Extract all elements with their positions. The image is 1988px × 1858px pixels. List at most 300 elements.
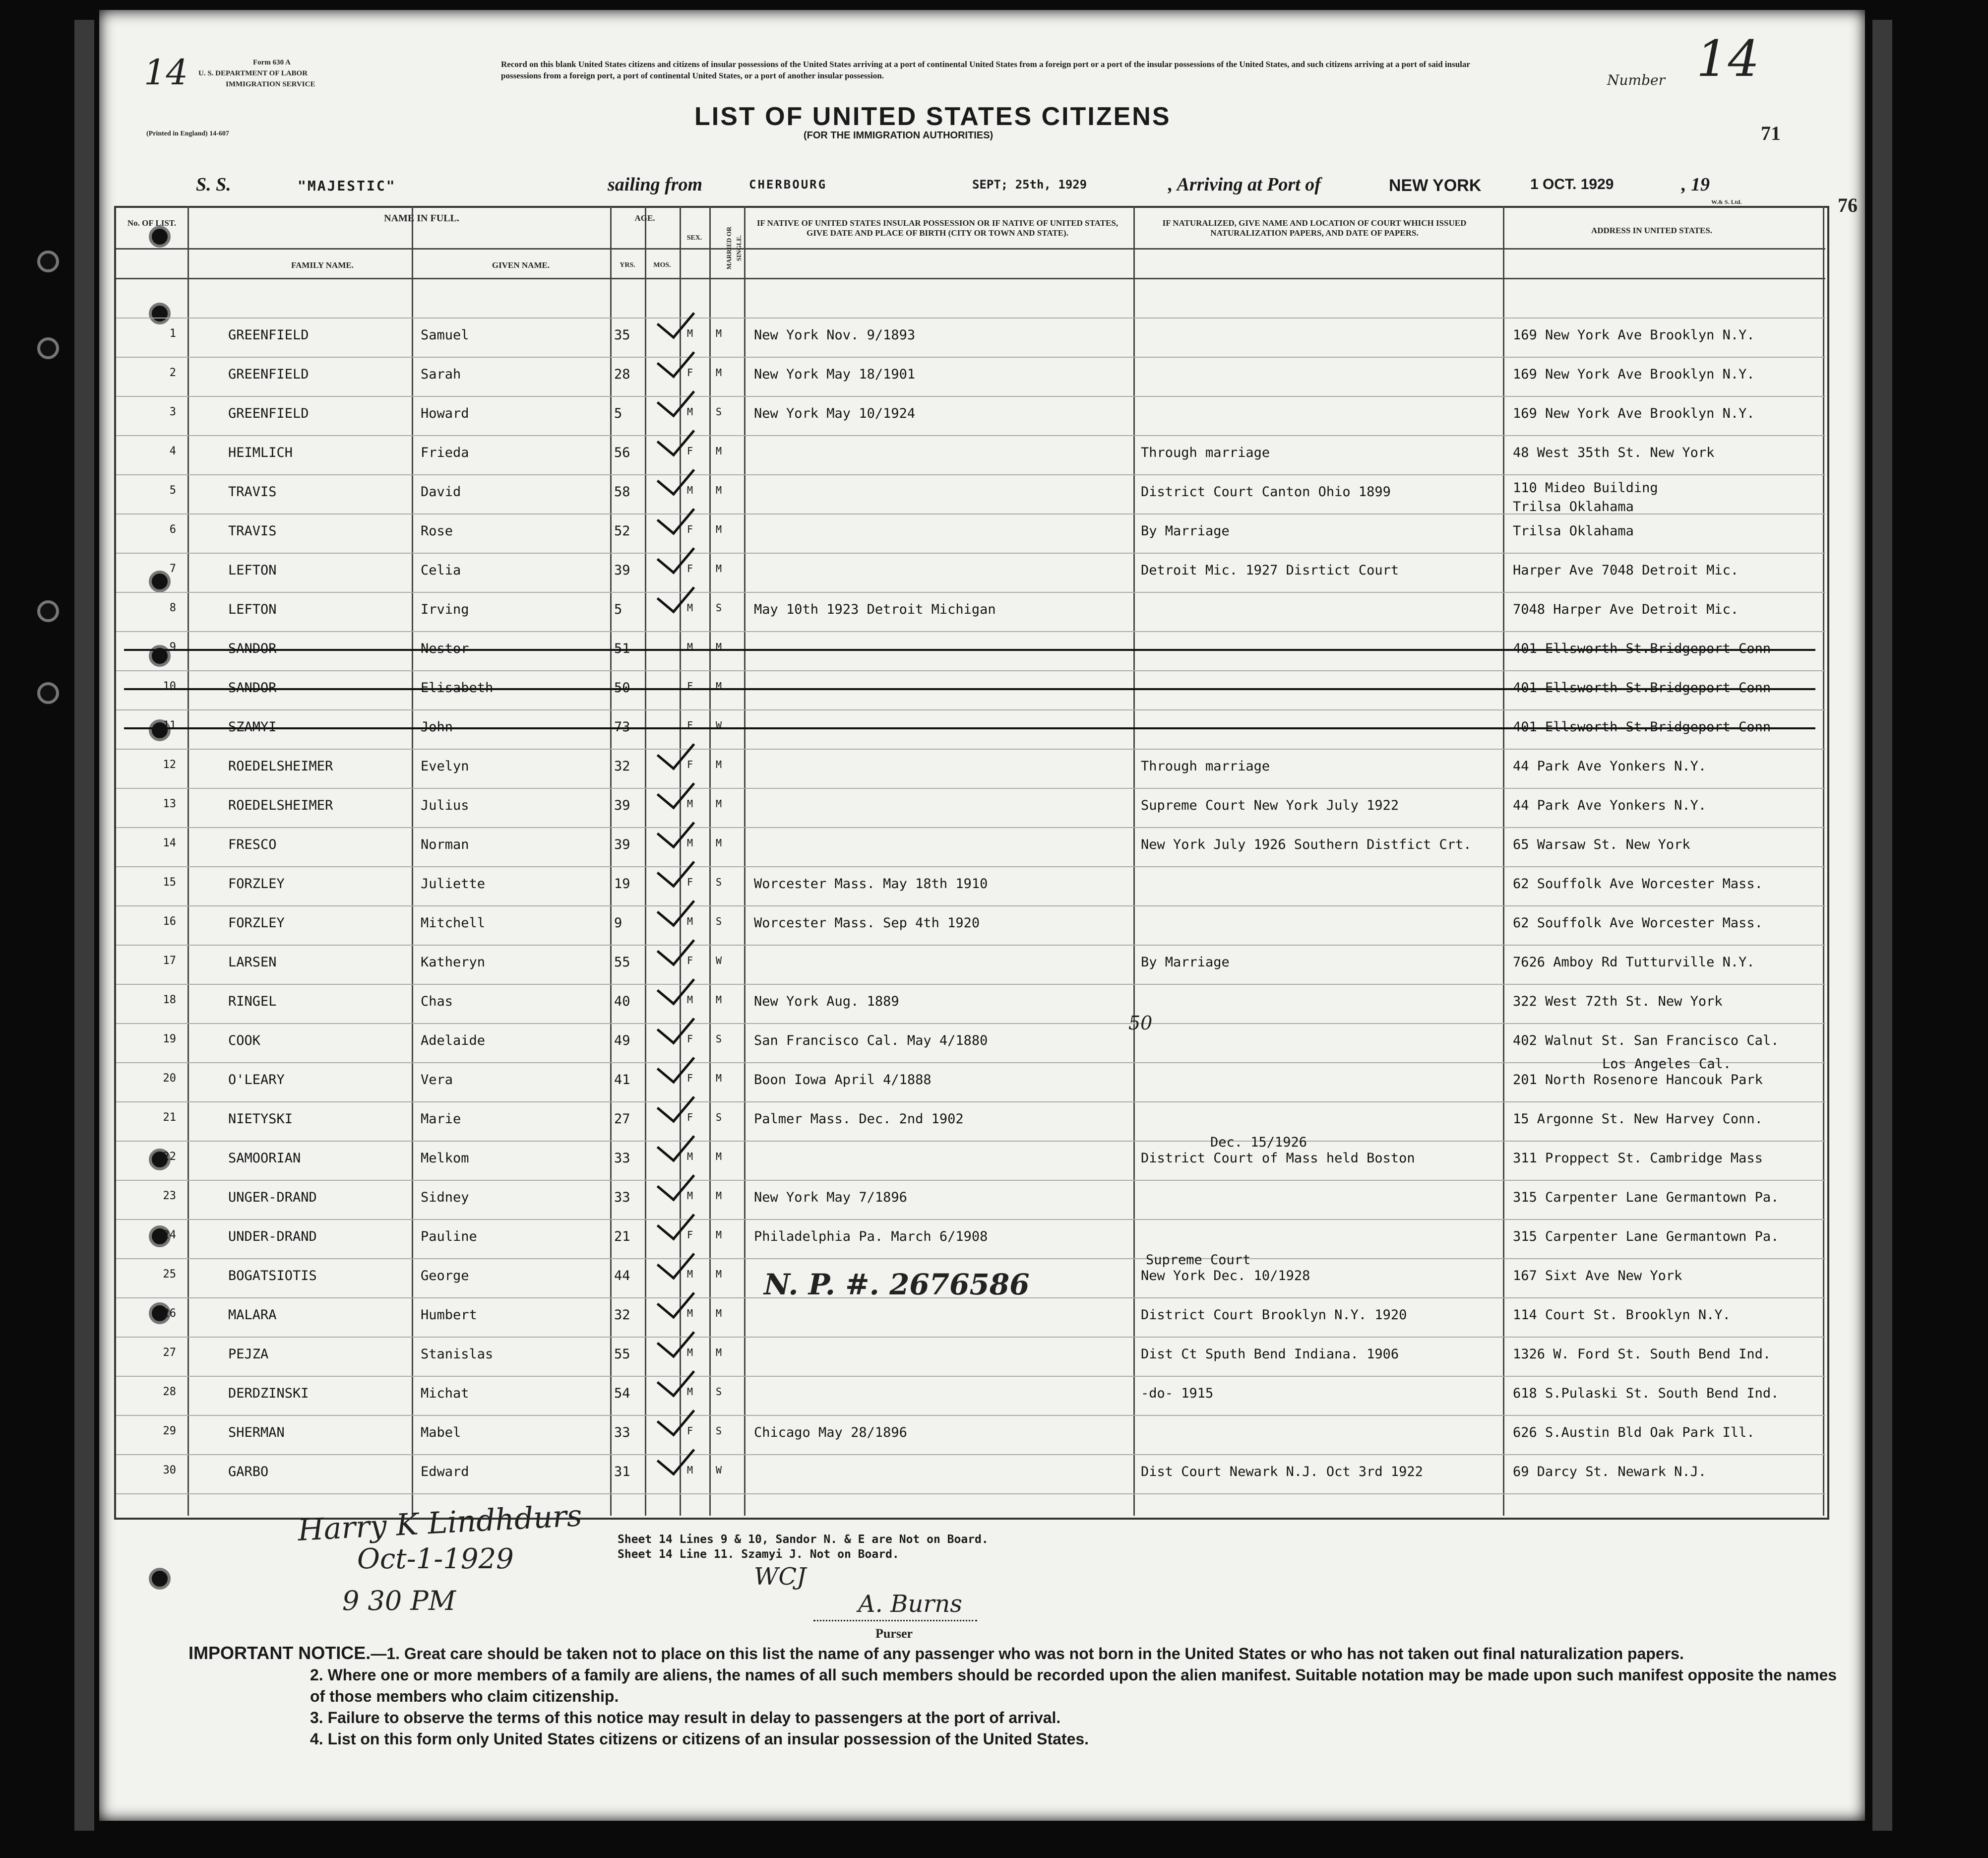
- address: 62 Souffolk Ave Worcester Mass.: [1513, 876, 1763, 892]
- printer-mark: W.& S. Ltd.: [1711, 198, 1742, 205]
- sex: F: [687, 876, 693, 888]
- family-name: GREENFIELD: [228, 367, 309, 382]
- family-name: LEFTON: [228, 563, 277, 578]
- address: 167 Sixt Ave New York: [1513, 1268, 1682, 1283]
- address: 110 Mideo Building: [1513, 480, 1658, 496]
- binder-edge: [74, 20, 94, 1831]
- punch-hole: [37, 682, 59, 704]
- footnote-line-2: Sheet 14 Line 11. Szamyi J. Not on Board.: [618, 1548, 899, 1561]
- age-years: 51: [614, 641, 630, 656]
- page-subtitle: (FOR THE IMMIGRATION AUTHORITIES): [804, 130, 994, 141]
- punch-hole: [37, 337, 59, 359]
- family-name: ROEDELSHEIMER: [228, 759, 333, 774]
- address: 402 Walnut St. San Francisco Cal.: [1513, 1033, 1779, 1048]
- row-rule: [116, 1023, 1825, 1024]
- age-years: 54: [614, 1386, 630, 1401]
- row-rule: [116, 1376, 1825, 1377]
- footnote-line-1: Sheet 14 Lines 9 & 10, Sandor N. & E are Not on Board.: [618, 1533, 989, 1546]
- sex: F: [687, 1229, 693, 1241]
- age-years: 39: [614, 563, 630, 578]
- birth-info: Chicago May 28/1896: [754, 1425, 907, 1440]
- punch-hole: [37, 251, 59, 272]
- age-years: 5: [614, 406, 622, 421]
- birth-info: New York May 10/1924: [754, 406, 916, 421]
- age-years: 39: [614, 798, 630, 813]
- address: 169 New York Ave Brooklyn N.Y.: [1513, 367, 1755, 382]
- row-rule: [116, 474, 1825, 475]
- given-name: Evelyn: [421, 759, 469, 774]
- family-name: UNDER-DRAND: [228, 1229, 317, 1244]
- address: 44 Park Ave Yonkers N.Y.: [1513, 759, 1707, 774]
- given-name: Melkom: [421, 1151, 469, 1166]
- sex: M: [687, 1464, 693, 1476]
- marital-status: S: [716, 602, 722, 614]
- column-rule: [1823, 206, 1824, 1516]
- address: 114 Court St. Brooklyn N.Y.: [1513, 1307, 1731, 1323]
- given-name: Rose: [421, 523, 453, 539]
- family-name: SHERMAN: [228, 1425, 285, 1440]
- number-label: Number: [1607, 72, 1665, 88]
- birth-info: Palmer Mass. Dec. 2nd 1902: [754, 1111, 964, 1127]
- row-rule: [116, 749, 1825, 750]
- row-number: 3: [169, 406, 176, 418]
- sex: M: [687, 837, 693, 849]
- row-number: 2: [169, 367, 176, 379]
- age-years: 9: [614, 915, 622, 931]
- marital-status: S: [716, 1033, 722, 1045]
- address: 169 New York Ave Brooklyn N.Y.: [1513, 406, 1755, 421]
- row-rule: [116, 1337, 1825, 1338]
- family-name: NIETYSKI: [228, 1111, 293, 1127]
- row-number: 19: [163, 1033, 176, 1045]
- address: 626 S.Austin Bld Oak Park Ill.: [1513, 1425, 1755, 1440]
- column-rule: [1503, 206, 1504, 1516]
- naturalization-info: New York Dec. 10/1928: [1141, 1268, 1310, 1283]
- column-rule: [744, 206, 746, 1516]
- sex: F: [687, 1111, 693, 1123]
- given-name: Pauline: [421, 1229, 477, 1244]
- row-number: 16: [163, 915, 176, 928]
- naturalization-info: Dist Ct Sputh Bend Indiana. 1906: [1141, 1346, 1399, 1362]
- sex: F: [687, 1425, 693, 1437]
- given-name: John: [421, 719, 453, 735]
- row-number: 4: [169, 445, 176, 457]
- birth-info: Philadelphia Pa. March 6/1908: [754, 1229, 988, 1244]
- column-rule: [610, 206, 612, 1516]
- sailing-label: sailing from: [608, 174, 703, 195]
- binder-edge: [1872, 20, 1892, 1831]
- row-rule: [116, 1180, 1825, 1181]
- row-rule: [116, 1258, 1825, 1259]
- sex: F: [687, 680, 693, 692]
- address: 69 Darcy St. Newark N.J.: [1513, 1464, 1707, 1479]
- sex: F: [687, 563, 693, 575]
- notice-item-2: 2. Where one or more members of a family are aliens, the names of all such members should be recorded upon the alien manifest. Suitable notation may be made upon such manifest opposite the names of those members who claim citizenship.: [310, 1666, 1837, 1705]
- row-rule: [116, 670, 1825, 671]
- margin-number: 76: [1838, 194, 1858, 216]
- family-name: TRAVIS: [228, 523, 277, 539]
- naturalization-info: Supreme Court New York July 1922: [1141, 798, 1399, 813]
- address: 62 Souffolk Ave Worcester Mass.: [1513, 915, 1763, 931]
- naturalization-info: By Marriage: [1141, 955, 1230, 970]
- given-name: Celia: [421, 563, 461, 578]
- header-rule: [116, 248, 1825, 250]
- list-number: 14: [1696, 30, 1760, 88]
- birth-info: New York May 18/1901: [754, 367, 916, 382]
- marital-status: M: [716, 641, 722, 653]
- age-years: 49: [614, 1033, 630, 1048]
- stamp-71: 71: [1761, 122, 1781, 144]
- marital-status: M: [716, 367, 722, 379]
- punch-hole: [149, 1568, 171, 1590]
- family-name: SZAMYI: [228, 719, 277, 735]
- col-mos: MOS.: [653, 261, 671, 269]
- naturalization-info: District Court Brooklyn N.Y. 1920: [1141, 1307, 1407, 1323]
- given-name: Samuel: [421, 327, 469, 343]
- address: 201 North Rosenore Hancouk Park: [1513, 1072, 1763, 1088]
- row-rule: [116, 1415, 1825, 1416]
- sex: F: [687, 1072, 693, 1084]
- col-sex: SEX.: [686, 234, 702, 242]
- row-number: 7: [169, 563, 176, 575]
- marital-status: M: [716, 445, 722, 457]
- row-number: 8: [169, 602, 176, 614]
- marital-status: S: [716, 1425, 722, 1437]
- given-name: David: [421, 484, 461, 500]
- column-rule: [709, 206, 711, 1516]
- address: 618 S.Pulaski St. South Bend Ind.: [1513, 1386, 1779, 1401]
- given-name: Julius: [421, 798, 469, 813]
- sex: M: [687, 406, 693, 418]
- row-number: 17: [163, 955, 176, 967]
- page-title: LIST OF UNITED STATES CITIZENS: [694, 102, 1171, 131]
- ss-label: S. S.: [196, 174, 231, 195]
- row-rule: [116, 396, 1825, 397]
- port-from: CHERBOURG: [749, 178, 827, 192]
- age-years: 40: [614, 994, 630, 1009]
- age-years: 50: [614, 680, 630, 696]
- address: 7048 Harper Ave Detroit Mic.: [1513, 602, 1739, 617]
- col-age: AGE.: [634, 213, 655, 223]
- marital-status: M: [716, 563, 722, 575]
- sex: M: [687, 1268, 693, 1280]
- arrival-stamp: 1 OCT. 1929: [1530, 176, 1614, 192]
- row-rule: [116, 1493, 1825, 1494]
- address: 401 Ellsworth St.Bridgeport Conn: [1513, 641, 1771, 656]
- marital-status: S: [716, 1111, 722, 1123]
- address: 44 Park Ave Yonkers N.Y.: [1513, 798, 1707, 813]
- record-notice: Record on this blank United States citizens and citizens of insular possessions of the United States arriving at a port of continental United States from a foreign port or a port of the insular possessions of the United States, and such citizens arriving at a port of said insular possessions from a foreign port, a port of continental United States, or a port of another insular possession.: [501, 60, 1470, 80]
- marital-status: M: [716, 1268, 722, 1280]
- family-name: O'LEARY: [228, 1072, 285, 1088]
- marital-status: M: [716, 798, 722, 810]
- marital-status: S: [716, 406, 722, 418]
- given-name: Irving: [421, 602, 469, 617]
- age-years: 21: [614, 1229, 630, 1244]
- sex: F: [687, 719, 693, 731]
- family-name: BOGATSIOTIS: [228, 1268, 317, 1283]
- strike-through-line: [124, 649, 1815, 651]
- row-number: 11: [163, 719, 176, 732]
- birth-info: New York Aug. 1889: [754, 994, 899, 1009]
- naturalization-note: Dec. 15/1926: [1210, 1135, 1307, 1150]
- birth-info: Worcester Mass. May 18th 1910: [754, 876, 988, 892]
- col-given: GIVEN NAME.: [492, 260, 550, 270]
- age-years: 58: [614, 484, 630, 500]
- sex: M: [687, 915, 693, 927]
- sex: M: [687, 1386, 693, 1398]
- address: 65 Warsaw St. New York: [1513, 837, 1690, 852]
- sex: M: [687, 798, 693, 810]
- sex: F: [687, 955, 693, 966]
- given-name: Michat: [421, 1386, 469, 1401]
- given-name: George: [421, 1268, 469, 1283]
- row-number: 28: [163, 1386, 176, 1398]
- marital-status: M: [716, 1190, 722, 1202]
- given-name: Sidney: [421, 1190, 469, 1205]
- naturalization-info: District Court Canton Ohio 1899: [1141, 484, 1391, 500]
- family-name: HEIMLICH: [228, 445, 293, 460]
- punch-hole: [37, 600, 59, 622]
- sex: F: [687, 367, 693, 379]
- naturalization-info: By Marriage: [1141, 523, 1230, 539]
- family-name: RINGEL: [228, 994, 277, 1009]
- row-number: 21: [163, 1111, 176, 1124]
- sex: F: [687, 1033, 693, 1045]
- family-name: ROEDELSHEIMER: [228, 798, 333, 813]
- col-yrs: YRS.: [620, 261, 635, 269]
- age-years: 73: [614, 719, 630, 735]
- row-rule: [116, 357, 1825, 358]
- marital-status: M: [716, 1151, 722, 1162]
- address: Trilsa Oklahama: [1513, 523, 1634, 539]
- age-years: 44: [614, 1268, 630, 1283]
- family-name: GARBO: [228, 1464, 269, 1479]
- given-name: Vera: [421, 1072, 453, 1088]
- row-rule: [116, 1454, 1825, 1455]
- row-rule: [116, 1219, 1825, 1220]
- marital-status: M: [716, 1346, 722, 1358]
- row-rule: [116, 631, 1825, 632]
- given-name: Nestor: [421, 641, 469, 656]
- marital-status: S: [716, 915, 722, 927]
- birth-info: New York May 7/1896: [754, 1190, 907, 1205]
- naturalization-info: District Court of Mass held Boston: [1141, 1151, 1415, 1166]
- family-name: COOK: [228, 1033, 261, 1048]
- family-name: TRAVIS: [228, 484, 277, 500]
- initials: WCJ: [754, 1563, 807, 1591]
- notice-item-3: 3. Failure to observe the terms of this notice may result in delay to passengers at the port of arrival.: [310, 1709, 1061, 1727]
- row-rule: [116, 1062, 1825, 1063]
- birth-info: San Francisco Cal. May 4/1880: [754, 1033, 988, 1048]
- strike-through-line: [124, 727, 1815, 729]
- col-married: MARRIED OR SINGLE.: [725, 226, 743, 270]
- row-number: 12: [163, 759, 176, 771]
- important-notice: [188, 1642, 1845, 1750]
- sex: M: [687, 1307, 693, 1319]
- given-name: Marie: [421, 1111, 461, 1127]
- row-rule: [116, 1101, 1825, 1102]
- marital-status: M: [716, 327, 722, 339]
- col-name: NAME IN FULL.: [384, 213, 459, 224]
- naturalization-info: Through marriage: [1141, 445, 1270, 460]
- col-address: ADDRESS IN UNITED STATES.: [1591, 226, 1713, 235]
- marital-status: M: [716, 1307, 722, 1319]
- column-rule: [187, 206, 189, 1516]
- age-years: 55: [614, 955, 630, 970]
- form-number: Form 630 A: [253, 59, 291, 66]
- row-rule: [116, 1141, 1825, 1142]
- family-name: LARSEN: [228, 955, 277, 970]
- address: 315 Carpenter Lane Germantown Pa.: [1513, 1229, 1779, 1244]
- row-number: 25: [163, 1268, 176, 1281]
- service: IMMIGRATION SERVICE: [226, 80, 315, 88]
- given-name: Chas: [421, 994, 453, 1009]
- row-rule: [116, 827, 1825, 828]
- row-number: 24: [163, 1229, 176, 1241]
- address: Harper Ave 7048 Detroit Mic.: [1513, 563, 1739, 578]
- col-native: IF NATIVE OF UNITED STATES INSULAR POSSESSION OR IF NATIVE OF UNITED STATES, GIVE DATE AND PLACE OF BIRTH (CITY OR TOWN AND STATE).: [756, 218, 1118, 238]
- given-name: Sarah: [421, 367, 461, 382]
- row-number: 5: [169, 484, 176, 497]
- family-name: SANDOR: [228, 680, 277, 696]
- naturalization-info: Through marriage: [1141, 759, 1270, 774]
- age-years: 41: [614, 1072, 630, 1088]
- row-number: 13: [163, 798, 176, 810]
- given-name: Adelaide: [421, 1033, 486, 1048]
- signed-date: Oct-1-1929: [357, 1543, 514, 1575]
- age-years: 33: [614, 1190, 630, 1205]
- sex: M: [687, 484, 693, 496]
- marital-status: M: [716, 523, 722, 535]
- family-name: SANDOR: [228, 641, 277, 656]
- age-years: 39: [614, 837, 630, 852]
- family-name: FRESCO: [228, 837, 277, 852]
- age-years: 31: [614, 1464, 630, 1479]
- header-rule: [116, 278, 1825, 279]
- address: 401 Ellsworth St.Bridgeport Conn: [1513, 680, 1771, 696]
- row-number: 9: [169, 641, 176, 653]
- marital-status: M: [716, 1072, 722, 1084]
- row-number: 29: [163, 1425, 176, 1437]
- row-number: 27: [163, 1346, 176, 1359]
- age-years: 19: [614, 876, 630, 892]
- given-name: Frieda: [421, 445, 469, 460]
- port-to: NEW YORK: [1389, 176, 1482, 195]
- column-rule: [1133, 206, 1135, 1516]
- row-rule: [116, 709, 1825, 710]
- age-years: 27: [614, 1111, 630, 1127]
- birth-info: Boon Iowa April 4/1888: [754, 1072, 932, 1088]
- row-number: 23: [163, 1190, 176, 1202]
- sex: F: [687, 523, 693, 535]
- age-years: 33: [614, 1425, 630, 1440]
- age-years: 5: [614, 602, 622, 617]
- row-number: 26: [163, 1307, 176, 1320]
- row-rule: [116, 553, 1825, 554]
- row-rule: [116, 788, 1825, 789]
- marital-status: M: [716, 994, 722, 1006]
- marital-status: S: [716, 1386, 722, 1398]
- col-no: No. OF LIST.: [127, 218, 177, 228]
- date-sailed: SEPT; 25th, 1929: [972, 178, 1087, 192]
- address: 169 New York Ave Brooklyn N.Y.: [1513, 327, 1755, 343]
- address-city: Los Angeles Cal.: [1602, 1056, 1732, 1072]
- row-number: 15: [163, 876, 176, 889]
- signed-time: 9 30 PM: [342, 1585, 456, 1616]
- sex: M: [687, 641, 693, 653]
- marital-status: W: [716, 719, 722, 731]
- marital-status: M: [716, 484, 722, 496]
- ship-name: "MAJESTIC": [298, 178, 396, 194]
- family-name: GREENFIELD: [228, 327, 309, 343]
- purser-line: [813, 1620, 977, 1621]
- row-number: 10: [163, 680, 176, 693]
- age-years: 52: [614, 523, 630, 539]
- given-name: Juliette: [421, 876, 486, 892]
- row-number: 14: [163, 837, 176, 849]
- age-years: 33: [614, 1151, 630, 1166]
- row-rule: [116, 592, 1825, 593]
- given-name: Mabel: [421, 1425, 461, 1440]
- given-name: Stanislas: [421, 1346, 494, 1362]
- marital-status: M: [716, 1229, 722, 1241]
- column-rule: [645, 206, 646, 1516]
- sex: M: [687, 1346, 693, 1358]
- naturalization-info: -do- 1915: [1141, 1386, 1214, 1401]
- row-number: 20: [163, 1072, 176, 1085]
- birth-info: Worcester Mass. Sep 4th 1920: [754, 915, 980, 931]
- address: 48 West 35th St. New York: [1513, 445, 1715, 460]
- age-years: 28: [614, 367, 630, 382]
- address: 15 Argonne St. New Harvey Conn.: [1513, 1111, 1763, 1127]
- family-name: DERDZINSKI: [228, 1386, 309, 1401]
- address: 311 Proppect St. Cambridge Mass: [1513, 1151, 1763, 1166]
- sex: F: [687, 445, 693, 457]
- given-name: Edward: [421, 1464, 469, 1479]
- birth-info: New York Nov. 9/1893: [754, 327, 916, 343]
- col-family: FAMILY NAME.: [291, 260, 354, 270]
- marital-status: M: [716, 759, 722, 770]
- arriving-label: , Arriving at Port of: [1168, 174, 1321, 195]
- naturalization-info: New York July 1926 Southern Distfict Crt.: [1141, 837, 1472, 852]
- address: 322 West 72th St. New York: [1513, 994, 1723, 1009]
- given-name: Mitchell: [421, 915, 486, 931]
- notice-item-4: 4. List on this form only United States citizens or citizens of an insular possession of the United States.: [310, 1730, 1089, 1748]
- row-number: 30: [163, 1464, 176, 1476]
- sex: F: [687, 759, 693, 770]
- address: 1326 W. Ford St. South Bend Ind.: [1513, 1346, 1771, 1362]
- page-number-hand: 14: [144, 52, 188, 93]
- age-years: 32: [614, 1307, 630, 1323]
- age-years: 32: [614, 759, 630, 774]
- row-number: 22: [163, 1151, 176, 1163]
- sex: M: [687, 1190, 693, 1202]
- family-name: FORZLEY: [228, 876, 285, 892]
- row-rule: [116, 984, 1825, 985]
- family-name: LEFTON: [228, 602, 277, 617]
- notice-item-1: —1. Great care should be taken not to place on this list the name of any passenger who was not born in the United States or who has not taken out final naturalization papers.: [371, 1645, 1684, 1663]
- family-name: SAMOORIAN: [228, 1151, 301, 1166]
- family-name: PEJZA: [228, 1346, 269, 1362]
- address-line-2: Trilsa Oklahama: [1513, 499, 1634, 514]
- marital-status: W: [716, 1464, 722, 1476]
- family-name: GREENFIELD: [228, 406, 309, 421]
- given-name: Katheryn: [421, 955, 486, 970]
- row-rule: [116, 866, 1825, 867]
- naturalization-paper-number: N. P. #. 2676586: [764, 1268, 1030, 1301]
- given-name: Humbert: [421, 1307, 477, 1323]
